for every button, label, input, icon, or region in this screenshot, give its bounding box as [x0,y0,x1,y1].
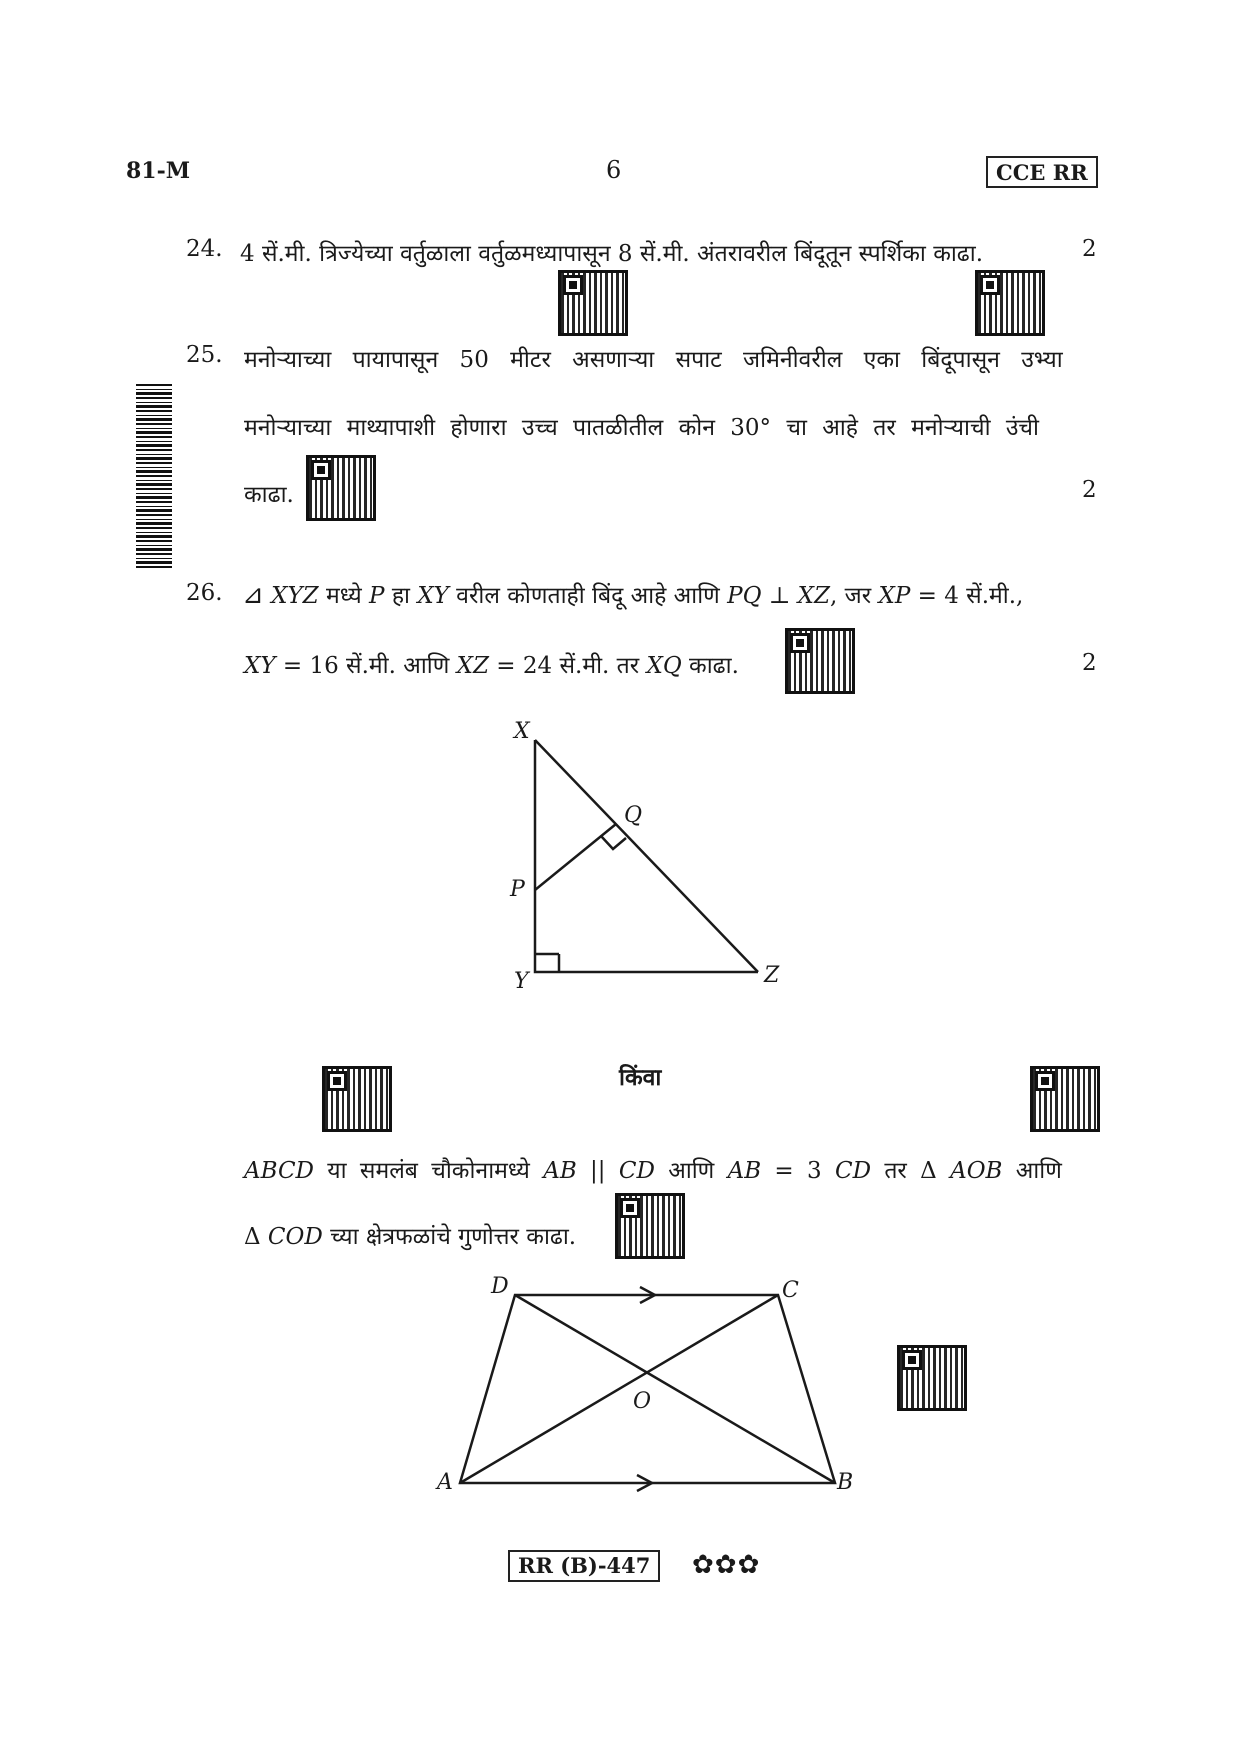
label-o: O [633,1389,652,1414]
trapezium-abcd-figure [425,1265,885,1495]
question-26-line-1: ⊿ XYZ मध्ये P हा XY वरील कोणताही बिंदू आहे आणि PQ ⊥ XZ, जर XP = 4 सें.मी., [242,580,1024,610]
label-z: Z [764,963,780,988]
label-p: P [510,877,525,902]
footer-ornament: ✿✿✿ [692,1550,761,1580]
side-barcode [136,382,172,568]
paper-code: 81-M [126,158,191,184]
qr-code [1030,1066,1100,1132]
question-number-26: 26. [186,580,223,606]
question-26-line-2: XY = 16 सें.मी. आणि XZ = 24 सें.मी. तर XQ काढा. [244,653,739,679]
triangle-symbol: ⊿ [242,580,264,610]
label-q: Q [624,803,643,828]
question-25-line-3: काढा. [244,482,294,508]
label-b: B [837,1470,854,1495]
question-number-24: 24. [186,236,223,262]
triangle-xyz-figure [500,710,800,1010]
question-25-line-1: मनोऱ्याच्या पायापासून 50 मीटर असणाऱ्या सपाट जमिनीवरील एका बिंदूपासून उभ्या [244,347,1063,373]
series-badge: CCE RR [986,156,1098,188]
qr-code [785,628,855,694]
label-y: Y [514,969,529,994]
label-x: X [514,719,530,744]
or-label: किंवा [619,1064,662,1091]
question-25-marks: 2 [1082,477,1097,503]
question-25-line-2: मनोऱ्याच्या माथ्यापाशी होणारा उच्च पातळीतील कोन 30° चा आहे तर मनोऱ्याची उंची [244,415,1039,441]
question-24-text: 4 सें.मी. त्रिज्येच्या वर्तुळाला वर्तुळमध्यापासून 8 सें.मी. अंतरावरील बिंदूतून स्पर्शिका काढा. [240,241,984,267]
page-number: 6 [606,156,622,184]
label-c: C [782,1278,799,1303]
label-d: D [491,1274,509,1299]
question-number-25: 25. [186,342,223,368]
qr-code [322,1066,392,1132]
qr-code [615,1193,685,1259]
qr-code [975,270,1045,336]
qr-code [897,1345,967,1411]
alternative-line-1: ABCD या समलंब चौकोनामध्ये AB || CD आणि AB = 3 CD तर Δ AOB आणि [244,1158,1062,1184]
qr-code [306,455,376,521]
question-24-marks: 2 [1082,236,1097,262]
qr-code [558,270,628,336]
alternative-line-2: Δ COD च्या क्षेत्रफळांचे गुणोत्तर काढा. [244,1224,577,1250]
label-a: A [437,1470,453,1495]
footer-code: RR (B)-447 [508,1550,660,1582]
question-26-marks: 2 [1082,650,1097,676]
